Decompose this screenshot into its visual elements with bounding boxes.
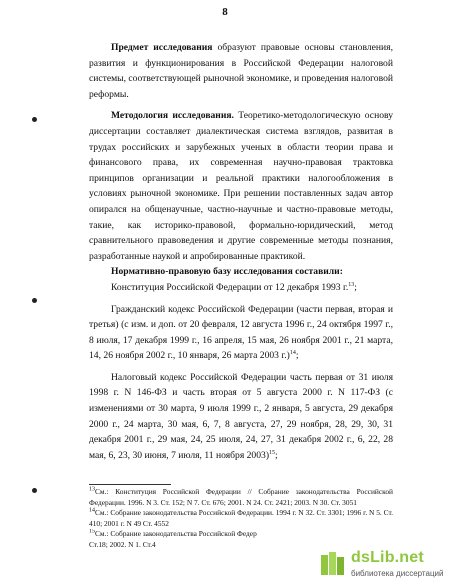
footnote-text: См.: Конституция Российской Федерации // Собрание законодательства Российской Федерации. 1996. N 3. Ст. 152; N 7. Ст. 676; 2001. N 24. Ст. 2421; 2003. N 30. Ст. 3051 bbox=[89, 487, 393, 507]
footnote-15 bbox=[89, 529, 264, 540]
margin-dot bbox=[32, 298, 37, 303]
paragraph-civil-code bbox=[89, 302, 393, 364]
paragraph-tax-code bbox=[89, 370, 393, 464]
body-text bbox=[89, 40, 393, 463]
footnote-number: 14 bbox=[89, 507, 95, 514]
tax-code-end: ; bbox=[275, 449, 278, 461]
constitution-text: Конституция Российской Федерации от 12 декабря 1993 г. bbox=[111, 281, 349, 293]
subject-heading: Предмет исследования bbox=[111, 42, 213, 53]
footnote-number: 13 bbox=[89, 486, 95, 493]
civil-code-end: ; bbox=[295, 350, 299, 362]
methodology-text: Теоретико-методологическую основу диссертации составляет диалектическая система взглядов, развитая в трудах российских и зарубежных ученых в области теории права и финансового права, их современная научно-правовая трактовка принципов организации и реальной практики налогообложения в условиях рыночной экономике. При решении поставленных задач автор опирался на общенаучные, частно-научные и частно-правовые методы, такие, как историко-правовой, формально-юридический, метод сравнительного правоведения и другие современные методы познания, разработанные наукой и апробированные практикой. bbox=[89, 110, 393, 262]
methodology-heading: Методология исследования. bbox=[111, 110, 234, 122]
dslib-watermark-link[interactable] bbox=[318, 548, 448, 582]
civil-code-text: Гражданский кодекс Российской Федерации (части первая, вторая и третья) (с изм. и доп. от 20 февраля, 12 августа 1996 г., 24 октября 1997 г., 8 июля, 17 декабря 1999 г., 16 апреля, 15 мая, 26 ноября 2001 г., 21 марта, 14, 26 ноября 2002 г., 10 января, 26 марта 2003 г.) bbox=[89, 303, 393, 362]
footnote-13 bbox=[89, 487, 393, 508]
footnotes bbox=[89, 487, 393, 551]
paragraph-constitution bbox=[89, 280, 393, 296]
dslib-logo-icon bbox=[318, 549, 348, 579]
footnote-ref-14: 14 bbox=[289, 350, 296, 357]
footnote-text: См.: Собрание законодательства Российской Федерации. 1994 г. N 32. Ст. 3301; 1996 г. N 5. Ст. 410; 2001 г. N 49 Ст. 4552 bbox=[89, 508, 393, 528]
subject-text: образуют правовые основы становления, развития и функционирования в Российской Федерации налоговой системы, соответствующей рыночной экономике, и проведения налоговой реформы. bbox=[89, 42, 393, 100]
margin-dot bbox=[32, 117, 37, 122]
footnote-divider bbox=[89, 484, 171, 485]
legal-base-heading: Нормативно-правовую базу исследования составили: bbox=[111, 266, 343, 278]
footnote-14 bbox=[89, 508, 393, 529]
footnote-text: См.: Собрание законодательства Российской Федер bbox=[95, 529, 257, 539]
constitution-end: ; bbox=[354, 281, 357, 293]
footnote-ref-13: 13 bbox=[348, 281, 355, 288]
footnote-ref-15: 15 bbox=[269, 449, 276, 456]
page-number: 8 bbox=[222, 6, 228, 18]
tax-code-text: Налоговый кодекс Российской Федерации часть первая от 31 июля 1998 г. N 146-ФЗ и часть вторая от 5 августа 2000 г. N 117-ФЗ (с изменениями от 30 марта, 9 июля 1999 г., 2 января, 5 августа, 29 декабря 2000 г., 24 марта, 30 мая, 6, 7, 8 августа, 27, 29 ноября, 28, 29, 30, 31 декабря 2001 г., 29 мая, 24, 25 июля, 24, 27, 31 декабря 2002 г., 6, 22, 28 мая, 6, 23, 30 июня, 7 июля, 11 ноября 2003) bbox=[89, 371, 393, 461]
paragraph-subject bbox=[89, 40, 393, 102]
margin-dot bbox=[32, 488, 37, 493]
footnote-number: 15 bbox=[89, 529, 95, 535]
paragraph-methodology bbox=[89, 108, 393, 264]
watermark-subtitle: библиотека диссертаций bbox=[351, 569, 444, 578]
watermark-brand: dsLib.net bbox=[351, 549, 424, 566]
footnote-15-continued: Ст.18; 2002. N 1. Ст.4 bbox=[89, 539, 156, 549]
